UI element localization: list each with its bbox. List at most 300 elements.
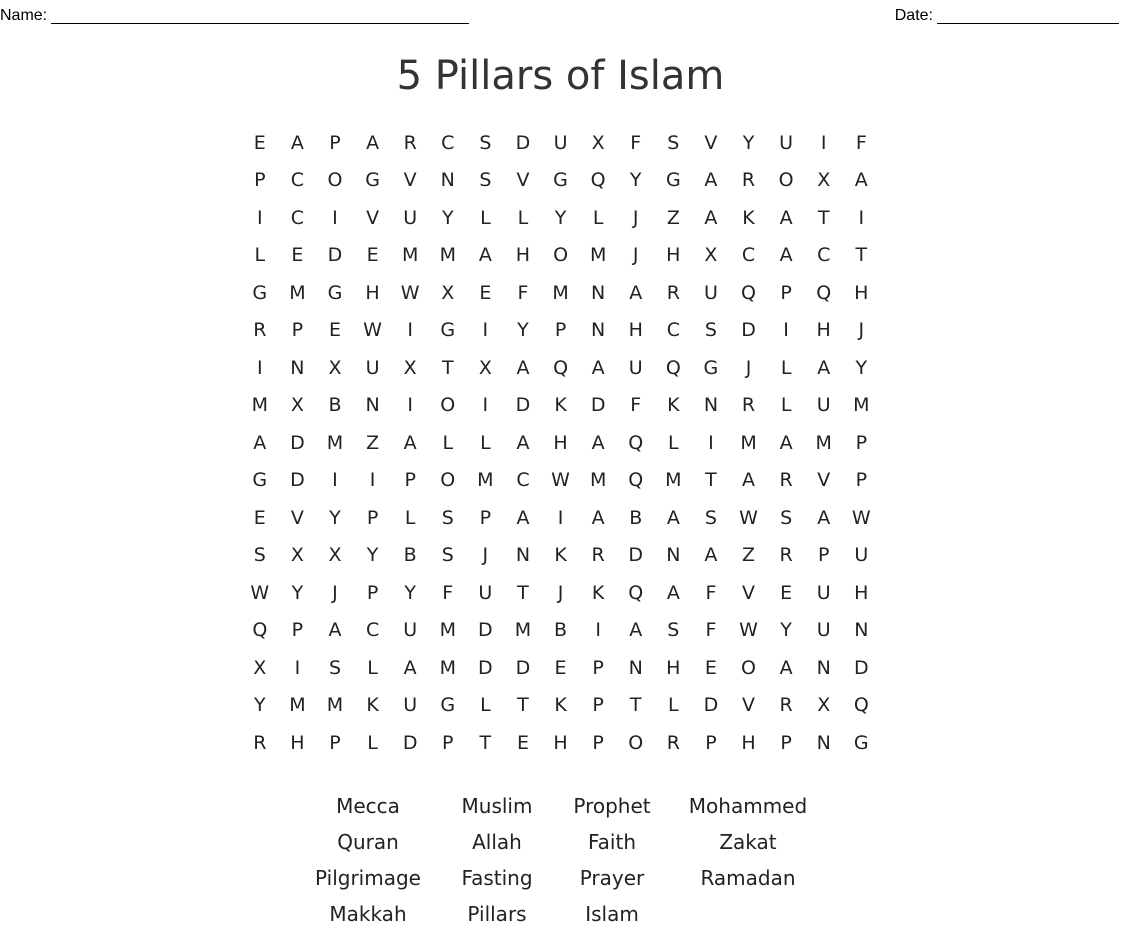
grid-letter[interactable]: W bbox=[250, 581, 270, 604]
grid-letter[interactable]: U bbox=[816, 581, 831, 604]
grid-letter[interactable]: F bbox=[442, 581, 454, 604]
grid-letter[interactable]: C bbox=[365, 619, 380, 642]
grid-letter[interactable]: G bbox=[703, 356, 719, 379]
grid-letter[interactable]: P bbox=[479, 506, 492, 529]
grid-letter[interactable]: A bbox=[779, 656, 793, 679]
grid-letter[interactable]: Q bbox=[252, 619, 268, 642]
grid-letter[interactable]: S bbox=[479, 169, 492, 192]
grid-letter[interactable]: R bbox=[666, 731, 680, 754]
grid-letter[interactable]: Q bbox=[628, 469, 644, 492]
grid-row bbox=[241, 724, 881, 762]
grid-letter[interactable]: K bbox=[591, 581, 605, 604]
grid-letter[interactable]: X bbox=[253, 656, 267, 679]
grid-letter[interactable]: H bbox=[515, 244, 531, 267]
grid-letter[interactable]: G bbox=[440, 694, 456, 717]
grid-letter[interactable]: V bbox=[290, 506, 304, 529]
grid-letter[interactable]: D bbox=[478, 619, 493, 642]
grid-letter[interactable]: Y bbox=[329, 506, 341, 529]
grid-letter[interactable]: J bbox=[858, 319, 865, 342]
grid-letter[interactable]: P bbox=[291, 619, 304, 642]
grid-letter[interactable]: V bbox=[704, 131, 718, 154]
grid-letter[interactable]: T bbox=[817, 206, 830, 229]
date-field[interactable] bbox=[895, 3, 1119, 25]
grid-letter[interactable]: L bbox=[517, 206, 529, 229]
grid-letter[interactable]: Y bbox=[780, 619, 792, 642]
grid-letter[interactable]: P bbox=[855, 431, 868, 454]
grid-letter[interactable]: P bbox=[780, 731, 792, 754]
grid-letter[interactable]: L bbox=[254, 244, 266, 267]
grid-letter[interactable]: A bbox=[591, 431, 605, 454]
grid-letter[interactable]: S bbox=[704, 319, 717, 342]
grid-letter[interactable]: T bbox=[517, 694, 529, 717]
grid-letter[interactable]: Y bbox=[855, 356, 868, 379]
grid-letter[interactable]: B bbox=[328, 394, 342, 417]
grid-letter[interactable]: F bbox=[630, 394, 642, 417]
grid-letter[interactable]: H bbox=[854, 581, 869, 604]
grid-letter[interactable]: F bbox=[517, 281, 529, 304]
grid-letter[interactable]: W bbox=[739, 506, 758, 529]
grid-letter[interactable]: M bbox=[665, 469, 682, 492]
grid-letter[interactable]: A bbox=[629, 619, 643, 642]
grid-letter[interactable]: O bbox=[741, 656, 756, 679]
grid-letter[interactable]: O bbox=[440, 394, 456, 417]
grid-letter[interactable]: A bbox=[478, 244, 492, 267]
grid-letter[interactable]: E bbox=[479, 281, 492, 304]
grid-letter[interactable]: R bbox=[666, 281, 680, 304]
grid-letter[interactable]: G bbox=[252, 281, 268, 304]
grid-letter[interactable]: C bbox=[817, 244, 831, 267]
grid-letter[interactable]: L bbox=[780, 356, 792, 379]
grid-letter[interactable]: A bbox=[704, 206, 718, 229]
grid-letter[interactable]: M bbox=[552, 281, 569, 304]
grid-letter[interactable]: H bbox=[365, 281, 380, 304]
grid-letter[interactable]: Q bbox=[553, 356, 569, 379]
grid-letter[interactable]: V bbox=[742, 694, 756, 717]
grid-letter[interactable]: I bbox=[294, 656, 301, 679]
grid-letter[interactable]: V bbox=[516, 169, 530, 192]
grid-letter[interactable]: A bbox=[779, 244, 793, 267]
grid-letter[interactable]: T bbox=[629, 694, 642, 717]
grid-letter[interactable]: A bbox=[666, 581, 680, 604]
grid-letter[interactable]: E bbox=[554, 656, 567, 679]
grid-letter[interactable]: M bbox=[326, 431, 344, 454]
grid-letter[interactable]: I bbox=[482, 394, 489, 417]
name-input-line[interactable] bbox=[51, 7, 469, 24]
grid-letter[interactable]: M bbox=[401, 244, 419, 267]
grid-letter[interactable]: U bbox=[403, 694, 418, 717]
grid-letter[interactable]: S bbox=[441, 506, 454, 529]
grid-letter[interactable]: H bbox=[553, 731, 568, 754]
grid-letter[interactable]: C bbox=[516, 469, 530, 492]
grid-letter[interactable]: J bbox=[332, 581, 338, 604]
grid-letter[interactable]: R bbox=[741, 394, 756, 417]
grid-letter[interactable]: G bbox=[853, 731, 869, 754]
grid-letter[interactable]: H bbox=[741, 731, 756, 754]
grid-letter[interactable]: M bbox=[289, 281, 306, 304]
grid-letter[interactable]: N bbox=[628, 656, 643, 679]
grid-letter[interactable]: R bbox=[253, 731, 267, 754]
grid-letter[interactable]: A bbox=[742, 469, 756, 492]
grid-letter[interactable]: E bbox=[704, 656, 717, 679]
grid-letter[interactable]: S bbox=[704, 506, 717, 529]
grid-letter[interactable]: U bbox=[628, 356, 643, 379]
grid-letter[interactable]: T bbox=[855, 244, 868, 267]
grid-letter[interactable]: Q bbox=[816, 281, 832, 304]
grid-letter[interactable]: S bbox=[328, 656, 342, 679]
grid-letter[interactable]: X bbox=[290, 544, 304, 567]
grid-letter[interactable]: M bbox=[439, 619, 456, 642]
grid-letter[interactable]: Q bbox=[590, 169, 606, 192]
grid-letter[interactable]: K bbox=[742, 206, 755, 229]
grid-letter[interactable]: D bbox=[703, 694, 719, 717]
grid-letter[interactable]: M bbox=[439, 244, 456, 267]
grid-letter[interactable]: P bbox=[855, 469, 868, 492]
grid-letter[interactable]: A bbox=[516, 356, 530, 379]
grid-letter[interactable]: H bbox=[666, 244, 681, 267]
grid-letter[interactable]: Y bbox=[404, 581, 416, 604]
grid-letter[interactable]: K bbox=[554, 394, 567, 417]
grid-letter[interactable]: Q bbox=[741, 281, 756, 304]
grid-letter[interactable]: J bbox=[745, 356, 752, 379]
word-list-item: Allah bbox=[472, 830, 522, 854]
grid-letter[interactable]: Q bbox=[853, 694, 869, 717]
grid-letter[interactable]: P bbox=[366, 581, 379, 604]
grid-letter[interactable]: A bbox=[591, 506, 605, 529]
grid-letter[interactable]: O bbox=[440, 469, 456, 492]
grid-letter[interactable]: I bbox=[820, 131, 827, 154]
grid-letter[interactable]: A bbox=[290, 131, 304, 154]
grid-letter[interactable]: T bbox=[705, 469, 717, 492]
grid-letter[interactable]: X bbox=[328, 356, 342, 379]
grid-letter[interactable]: M bbox=[853, 394, 870, 417]
grid-letter[interactable]: U bbox=[553, 131, 568, 154]
grid-letter[interactable]: M bbox=[477, 469, 494, 492]
grid-letter[interactable]: D bbox=[290, 469, 305, 492]
grid-letter[interactable]: P bbox=[442, 731, 454, 754]
grid-letter[interactable]: A bbox=[403, 656, 417, 679]
grid-letter[interactable]: G bbox=[440, 319, 456, 342]
grid-letter[interactable]: X bbox=[817, 694, 831, 717]
grid-letter[interactable]: P bbox=[705, 731, 717, 754]
grid-letter[interactable]: Q bbox=[665, 356, 681, 379]
grid-letter[interactable]: A bbox=[328, 619, 342, 642]
grid-letter[interactable]: Y bbox=[291, 581, 304, 604]
grid-letter[interactable]: F bbox=[705, 581, 717, 604]
grid-letter[interactable]: N bbox=[703, 394, 719, 417]
grid-letter[interactable]: N bbox=[854, 619, 869, 642]
grid-letter[interactable]: R bbox=[779, 544, 793, 567]
grid-letter[interactable]: U bbox=[779, 131, 794, 154]
grid-letter[interactable]: N bbox=[290, 356, 305, 379]
grid-letter[interactable]: J bbox=[632, 244, 639, 267]
grid-letter[interactable]: D bbox=[515, 656, 531, 679]
grid-letter[interactable]: X bbox=[290, 394, 304, 417]
grid-letter[interactable]: D bbox=[741, 319, 756, 342]
grid-letter[interactable]: B bbox=[403, 544, 417, 567]
grid-letter[interactable]: G bbox=[665, 169, 681, 192]
grid-letter[interactable]: M bbox=[740, 431, 757, 454]
grid-row bbox=[241, 237, 881, 275]
grid-letter[interactable]: Y bbox=[742, 131, 755, 154]
grid-letter[interactable]: D bbox=[853, 656, 869, 679]
grid-letter[interactable]: U bbox=[854, 544, 869, 567]
grid-letter[interactable]: H bbox=[290, 731, 305, 754]
grid-letter[interactable]: I bbox=[557, 506, 564, 529]
grid-letter[interactable]: A bbox=[591, 356, 605, 379]
grid-letter[interactable]: X bbox=[441, 281, 455, 304]
grid-letter[interactable]: R bbox=[591, 544, 605, 567]
grid-letter[interactable]: C bbox=[290, 169, 305, 192]
grid-letter[interactable]: U bbox=[478, 581, 493, 604]
grid-letter[interactable]: N bbox=[816, 731, 831, 754]
grid-letter[interactable]: F bbox=[705, 619, 717, 642]
grid-letter[interactable]: U bbox=[403, 619, 418, 642]
grid-letter[interactable]: A bbox=[666, 506, 680, 529]
grid-letter[interactable]: I bbox=[407, 319, 413, 342]
grid-letter[interactable]: A bbox=[629, 281, 643, 304]
grid-letter[interactable]: S bbox=[667, 619, 680, 642]
grid-letter[interactable]: H bbox=[854, 281, 869, 304]
grid-letter[interactable]: Y bbox=[554, 206, 567, 229]
grid-letter[interactable]: I bbox=[482, 319, 489, 342]
grid-letter[interactable]: U bbox=[403, 206, 418, 229]
grid-letter[interactable]: L bbox=[480, 431, 491, 454]
grid-letter[interactable]: A bbox=[817, 506, 831, 529]
grid-letter[interactable]: L bbox=[668, 431, 679, 454]
grid-letter[interactable]: L bbox=[780, 394, 792, 417]
grid-letter[interactable]: L bbox=[442, 431, 454, 454]
grid-letter[interactable]: M bbox=[289, 694, 306, 717]
grid-letter[interactable]: C bbox=[666, 319, 680, 342]
grid-letter[interactable]: R bbox=[779, 469, 793, 492]
grid-letter[interactable]: P bbox=[329, 131, 341, 154]
grid-letter[interactable]: R bbox=[779, 694, 793, 717]
grid-letter[interactable]: M bbox=[815, 431, 832, 454]
grid-letter[interactable]: P bbox=[817, 544, 830, 567]
grid-letter[interactable]: A bbox=[854, 169, 868, 192]
grid-letter[interactable]: V bbox=[742, 581, 756, 604]
grid-letter[interactable]: L bbox=[480, 206, 491, 229]
grid-letter[interactable]: D bbox=[590, 394, 606, 417]
grid-letter[interactable]: S bbox=[780, 506, 793, 529]
grid-letter[interactable]: N bbox=[440, 169, 455, 192]
grid-letter[interactable]: T bbox=[479, 731, 492, 754]
grid-letter[interactable]: K bbox=[366, 694, 379, 717]
grid-letter[interactable]: A bbox=[516, 506, 530, 529]
grid-letter[interactable]: P bbox=[291, 319, 304, 342]
grid-letter[interactable]: Y bbox=[441, 206, 454, 229]
grid-letter[interactable]: G bbox=[327, 281, 343, 304]
grid-letter[interactable]: I bbox=[595, 619, 601, 642]
grid-letter[interactable]: M bbox=[589, 244, 607, 267]
grid-letter[interactable]: O bbox=[778, 169, 794, 192]
grid-letter[interactable]: H bbox=[553, 431, 568, 454]
grid-letter[interactable]: A bbox=[403, 431, 417, 454]
grid-letter[interactable]: N bbox=[816, 656, 831, 679]
grid-letter[interactable]: P bbox=[554, 319, 567, 342]
grid-letter[interactable]: A bbox=[704, 169, 718, 192]
grid-letter[interactable]: Q bbox=[628, 581, 644, 604]
grid-letter[interactable]: D bbox=[478, 656, 493, 679]
grid-letter[interactable]: L bbox=[480, 694, 491, 717]
grid-letter[interactable]: D bbox=[515, 394, 531, 417]
grid-letter[interactable]: T bbox=[517, 581, 529, 604]
grid-letter[interactable]: M bbox=[439, 656, 456, 679]
grid-letter[interactable]: K bbox=[554, 694, 567, 717]
grid-letter[interactable]: A bbox=[253, 431, 267, 454]
grid-letter[interactable]: G bbox=[553, 169, 568, 192]
grid-letter[interactable]: V bbox=[403, 169, 417, 192]
grid-letter[interactable]: U bbox=[816, 394, 831, 417]
grid-letter[interactable]: L bbox=[668, 694, 679, 717]
grid-letter[interactable]: Z bbox=[366, 431, 380, 454]
grid-letter[interactable]: O bbox=[553, 244, 569, 267]
grid-letter[interactable]: X bbox=[328, 544, 342, 567]
grid-letter[interactable]: S bbox=[667, 131, 680, 154]
grid-letter[interactable]: S bbox=[441, 544, 454, 567]
grid-letter[interactable]: Y bbox=[366, 544, 379, 567]
grid-letter[interactable]: M bbox=[514, 619, 532, 642]
grid-letter[interactable]: K bbox=[667, 394, 680, 417]
grid-letter[interactable]: L bbox=[404, 506, 416, 529]
grid-letter[interactable]: R bbox=[253, 319, 267, 342]
grid-letter[interactable]: P bbox=[366, 506, 379, 529]
grid-letter[interactable]: N bbox=[591, 281, 606, 304]
grid-letter[interactable]: W bbox=[851, 506, 871, 529]
grid-letter[interactable]: V bbox=[817, 469, 831, 492]
grid-letter[interactable]: S bbox=[479, 131, 492, 154]
grid-letter[interactable]: I bbox=[783, 319, 789, 342]
grid-letter[interactable]: M bbox=[326, 694, 344, 717]
grid-letter[interactable]: P bbox=[780, 281, 792, 304]
grid-letter[interactable]: X bbox=[403, 356, 417, 379]
grid-letter[interactable]: A bbox=[704, 544, 718, 567]
grid-letter[interactable]: E bbox=[253, 506, 266, 529]
grid-letter[interactable]: L bbox=[367, 656, 378, 679]
grid-letter[interactable]: W bbox=[551, 469, 570, 492]
grid-letter[interactable]: B bbox=[629, 506, 643, 529]
grid-letter[interactable]: L bbox=[592, 206, 604, 229]
grid-letter[interactable]: I bbox=[332, 469, 338, 492]
grid-letter[interactable]: P bbox=[404, 469, 416, 492]
grid-letter[interactable]: B bbox=[554, 619, 568, 642]
grid-letter[interactable]: U bbox=[365, 356, 380, 379]
grid-letter[interactable]: W bbox=[400, 281, 420, 304]
grid-letter[interactable]: G bbox=[365, 169, 380, 192]
grid-letter[interactable]: T bbox=[441, 356, 454, 379]
word-list-item: Makkah bbox=[329, 902, 407, 926]
grid-letter[interactable]: E bbox=[291, 244, 304, 267]
grid-letter[interactable]: Y bbox=[629, 169, 642, 192]
grid-letter[interactable]: D bbox=[327, 244, 343, 267]
grid-letter[interactable]: I bbox=[256, 206, 263, 229]
grid-letter[interactable]: E bbox=[253, 131, 266, 154]
grid-letter[interactable]: C bbox=[290, 206, 305, 229]
name-field[interactable] bbox=[0, 3, 469, 25]
grid-letter[interactable]: H bbox=[628, 319, 643, 342]
grid-letter[interactable]: L bbox=[367, 731, 378, 754]
grid-letter[interactable]: X bbox=[591, 131, 605, 154]
grid-letter[interactable]: O bbox=[327, 169, 343, 192]
grid-letter[interactable]: E bbox=[516, 731, 529, 754]
grid-letter[interactable]: Y bbox=[517, 319, 529, 342]
grid-letter[interactable]: R bbox=[403, 131, 417, 154]
grid-letter[interactable]: E bbox=[328, 319, 341, 342]
grid-letter[interactable]: Y bbox=[253, 694, 266, 717]
grid-letter[interactable]: E bbox=[780, 581, 793, 604]
grid-letter[interactable]: S bbox=[253, 544, 266, 567]
grid-letter[interactable]: W bbox=[739, 619, 758, 642]
grid-letter[interactable]: A bbox=[366, 131, 380, 154]
grid-letter[interactable]: A bbox=[779, 431, 793, 454]
grid-letter[interactable]: X bbox=[817, 169, 831, 192]
grid-letter[interactable]: N bbox=[365, 394, 380, 417]
grid-letter[interactable]: Z bbox=[742, 544, 756, 567]
grid-letter[interactable]: D bbox=[515, 131, 531, 154]
grid-letter[interactable]: R bbox=[741, 169, 756, 192]
grid-letter[interactable]: N bbox=[666, 544, 681, 567]
grid-letter[interactable]: C bbox=[441, 131, 455, 154]
grid-letter[interactable]: A bbox=[779, 206, 793, 229]
grid-letter[interactable]: X bbox=[478, 356, 492, 379]
date-label: Date: bbox=[894, 7, 933, 24]
grid-letter[interactable]: N bbox=[591, 319, 606, 342]
grid-letter[interactable]: P bbox=[254, 169, 266, 192]
grid-letter[interactable]: N bbox=[515, 544, 531, 567]
grid-row bbox=[241, 199, 881, 237]
grid-letter[interactable]: F bbox=[630, 131, 642, 154]
grid-letter[interactable]: V bbox=[366, 206, 380, 229]
grid-letter[interactable]: F bbox=[855, 131, 867, 154]
grid-letter[interactable]: H bbox=[816, 319, 831, 342]
grid-letter[interactable]: E bbox=[366, 244, 379, 267]
word-list-item: Zakat bbox=[719, 830, 777, 854]
grid-letter[interactable]: I bbox=[858, 206, 865, 229]
date-input-line[interactable] bbox=[937, 7, 1119, 24]
grid-letter[interactable]: D bbox=[628, 544, 644, 567]
grid-letter[interactable]: U bbox=[703, 281, 718, 304]
grid-letter[interactable]: P bbox=[592, 694, 604, 717]
grid-letter[interactable]: P bbox=[592, 656, 604, 679]
grid-letter[interactable]: U bbox=[816, 619, 831, 642]
grid-letter[interactable]: K bbox=[554, 544, 567, 567]
grid-letter[interactable]: M bbox=[589, 469, 607, 492]
grid-letter[interactable]: I bbox=[407, 394, 413, 417]
grid-letter[interactable]: D bbox=[402, 731, 418, 754]
grid-letter[interactable]: Q bbox=[628, 431, 644, 454]
grid-letter[interactable]: I bbox=[256, 356, 263, 379]
grid-letter[interactable]: I bbox=[332, 206, 338, 229]
grid-letter[interactable]: J bbox=[557, 581, 564, 604]
grid-letter[interactable]: G bbox=[252, 469, 268, 492]
grid-letter[interactable]: C bbox=[741, 244, 756, 267]
grid-letter[interactable]: A bbox=[516, 431, 530, 454]
grid-letter[interactable]: P bbox=[592, 731, 604, 754]
grid-letter[interactable]: M bbox=[251, 394, 268, 417]
grid-letter[interactable]: O bbox=[628, 731, 644, 754]
grid-letter[interactable]: W bbox=[363, 319, 382, 342]
grid-letter[interactable]: A bbox=[817, 356, 831, 379]
grid-letter[interactable]: D bbox=[290, 431, 305, 454]
grid-letter[interactable]: P bbox=[329, 731, 341, 754]
grid-letter[interactable]: J bbox=[482, 544, 489, 567]
grid-letter[interactable]: I bbox=[708, 431, 714, 454]
grid-letter[interactable]: X bbox=[704, 244, 718, 267]
grid-letter[interactable]: J bbox=[632, 206, 639, 229]
grid-letter[interactable]: H bbox=[666, 656, 681, 679]
grid-letter[interactable]: Z bbox=[666, 206, 680, 229]
grid-letter[interactable]: I bbox=[369, 469, 376, 492]
